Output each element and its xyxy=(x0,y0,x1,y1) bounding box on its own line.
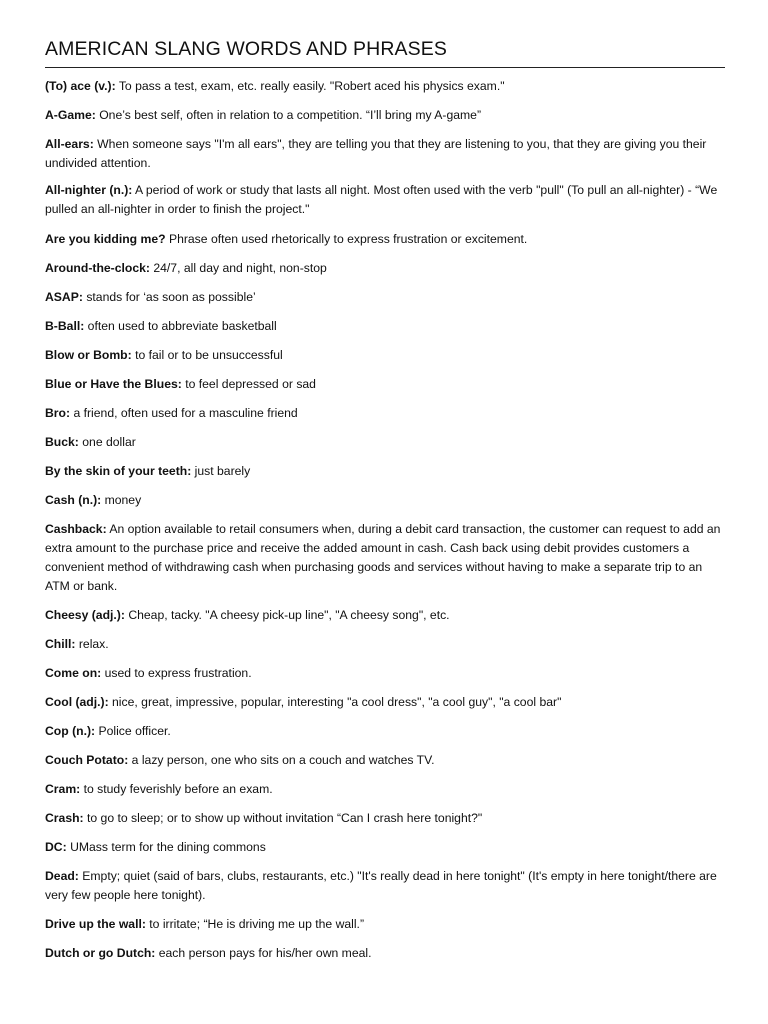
slang-entry xyxy=(45,520,725,596)
slang-definition: An option available to retail consumers when, during a debit card transaction, the customer can request to add an extra amount to the purchase price and receive the added amount in cash. Cash back using debit provides customers a convenient method of withdrawing cash when purchasing goods and services without having to make a separate trip to an ATM or bank. xyxy=(45,522,721,593)
slang-definition: A period of work or study that lasts all night. Most often used with the verb "pull" (To pull an all-nighter) - “We pulled an all-nighter in order to finish the project." xyxy=(45,183,718,216)
slang-entry xyxy=(45,259,725,278)
slang-term: Drive up the wall: xyxy=(45,917,146,931)
slang-definition: one dollar xyxy=(82,435,136,449)
slang-term: (To) ace (v.): xyxy=(45,79,116,93)
slang-entry xyxy=(45,317,725,336)
slang-entry xyxy=(45,433,725,452)
slang-entry xyxy=(45,135,725,173)
slang-entry xyxy=(45,944,725,963)
slang-entry xyxy=(45,491,725,510)
slang-entry xyxy=(45,693,725,712)
slang-term: Cram: xyxy=(45,782,81,796)
slang-entry xyxy=(45,106,725,125)
slang-entry xyxy=(45,346,725,365)
slang-term: Dead: xyxy=(45,869,79,883)
slang-definition: each person pays for his/her own meal. xyxy=(158,946,372,960)
slang-term: DC: xyxy=(45,840,67,854)
slang-entry xyxy=(45,404,725,423)
slang-term: Bro: xyxy=(45,406,71,420)
slang-definition: Cheap, tacky. "A cheesy pick-up line", "A cheesy song", etc. xyxy=(128,608,450,622)
slang-entry xyxy=(45,664,725,683)
slang-term: Cheesy (adj.): xyxy=(45,608,125,622)
slang-definition: nice, great, impressive, popular, interesting "a cool dress", "a cool guy", "a cool bar" xyxy=(112,695,562,709)
slang-definition: One’s best self, often in relation to a competition. “I’ll bring my A-game” xyxy=(99,108,482,122)
slang-definition: 24/7, all day and night, non-stop xyxy=(153,261,327,275)
slang-entry xyxy=(45,780,725,799)
slang-entry xyxy=(45,809,725,828)
slang-definition: to feel depressed or sad xyxy=(185,377,316,391)
slang-term: A-Game: xyxy=(45,108,96,122)
slang-definition: a friend, often used for a masculine friend xyxy=(73,406,298,420)
slang-entry xyxy=(45,462,725,481)
slang-entry xyxy=(45,915,725,934)
slang-definition: a lazy person, one who sits on a couch and watches TV. xyxy=(131,753,435,767)
slang-definition: to study feverishly before an exam. xyxy=(83,782,273,796)
slang-definition: to fail or to be unsuccessful xyxy=(135,348,283,362)
slang-definition: Police officer. xyxy=(98,724,171,738)
slang-entry xyxy=(45,77,725,96)
slang-term: B-Ball: xyxy=(45,319,85,333)
page-title: AMERICAN SLANG WORDS AND PHRASES xyxy=(45,38,447,60)
slang-term: By the skin of your teeth: xyxy=(45,464,192,478)
slang-term: Cash (n.): xyxy=(45,493,102,507)
slang-definition: Empty; quiet (said of bars, clubs, restaurants, etc.) "It's really dead in here tonight" (It's empty in here tonight/there are very few people here tonight). xyxy=(45,869,717,902)
slang-definition: stands for ‘as soon as possible’ xyxy=(86,290,256,304)
slang-definition: used to express frustration. xyxy=(104,666,252,680)
slang-entry xyxy=(45,230,725,249)
title-divider xyxy=(45,67,725,68)
slang-term: Cop (n.): xyxy=(45,724,96,738)
slang-term: ASAP: xyxy=(45,290,83,304)
slang-entry xyxy=(45,288,725,307)
slang-term: Around-the-clock: xyxy=(45,261,150,275)
slang-term: Cool (adj.): xyxy=(45,695,109,709)
slang-term: Crash: xyxy=(45,811,84,825)
slang-definition: just barely xyxy=(194,464,251,478)
slang-definition: Phrase often used rhetorically to express frustration or excitement. xyxy=(168,232,528,246)
slang-definition: often used to abbreviate basketball xyxy=(87,319,277,333)
slang-term: Come on: xyxy=(45,666,102,680)
slang-entry xyxy=(45,181,725,219)
slang-definition: relax. xyxy=(78,637,109,651)
slang-term: Couch Potato: xyxy=(45,753,129,767)
slang-term: All-nighter (n.): xyxy=(45,183,133,197)
slang-definition: When someone says "I'm all ears", they are telling you that they are listening to you, that they are giving you their undivided attention. xyxy=(45,137,707,170)
slang-entry xyxy=(45,375,725,394)
slang-definition: UMass term for the dining commons xyxy=(70,840,266,854)
slang-term: All-ears: xyxy=(45,137,94,151)
slang-entry xyxy=(45,751,725,770)
slang-entry xyxy=(45,635,725,654)
slang-term: Cashback: xyxy=(45,522,107,536)
slang-term: Blue or Have the Blues: xyxy=(45,377,182,391)
slang-entry xyxy=(45,838,725,857)
slang-entry xyxy=(45,722,725,741)
slang-definition: To pass a test, exam, etc. really easily. "Robert aced his physics exam." xyxy=(118,79,505,93)
slang-definition: money xyxy=(104,493,142,507)
slang-entry xyxy=(45,867,725,905)
slang-definition: to go to sleep; or to show up without invitation “Can I crash here tonight?" xyxy=(87,811,483,825)
slang-term: Are you kidding me? xyxy=(45,232,166,246)
slang-entry xyxy=(45,606,725,625)
slang-term: Blow or Bomb: xyxy=(45,348,132,362)
slang-term: Buck: xyxy=(45,435,79,449)
slang-term: Dutch or go Dutch: xyxy=(45,946,156,960)
slang-definition: to irritate; “He is driving me up the wall.” xyxy=(149,917,365,931)
slang-term: Chill: xyxy=(45,637,76,651)
